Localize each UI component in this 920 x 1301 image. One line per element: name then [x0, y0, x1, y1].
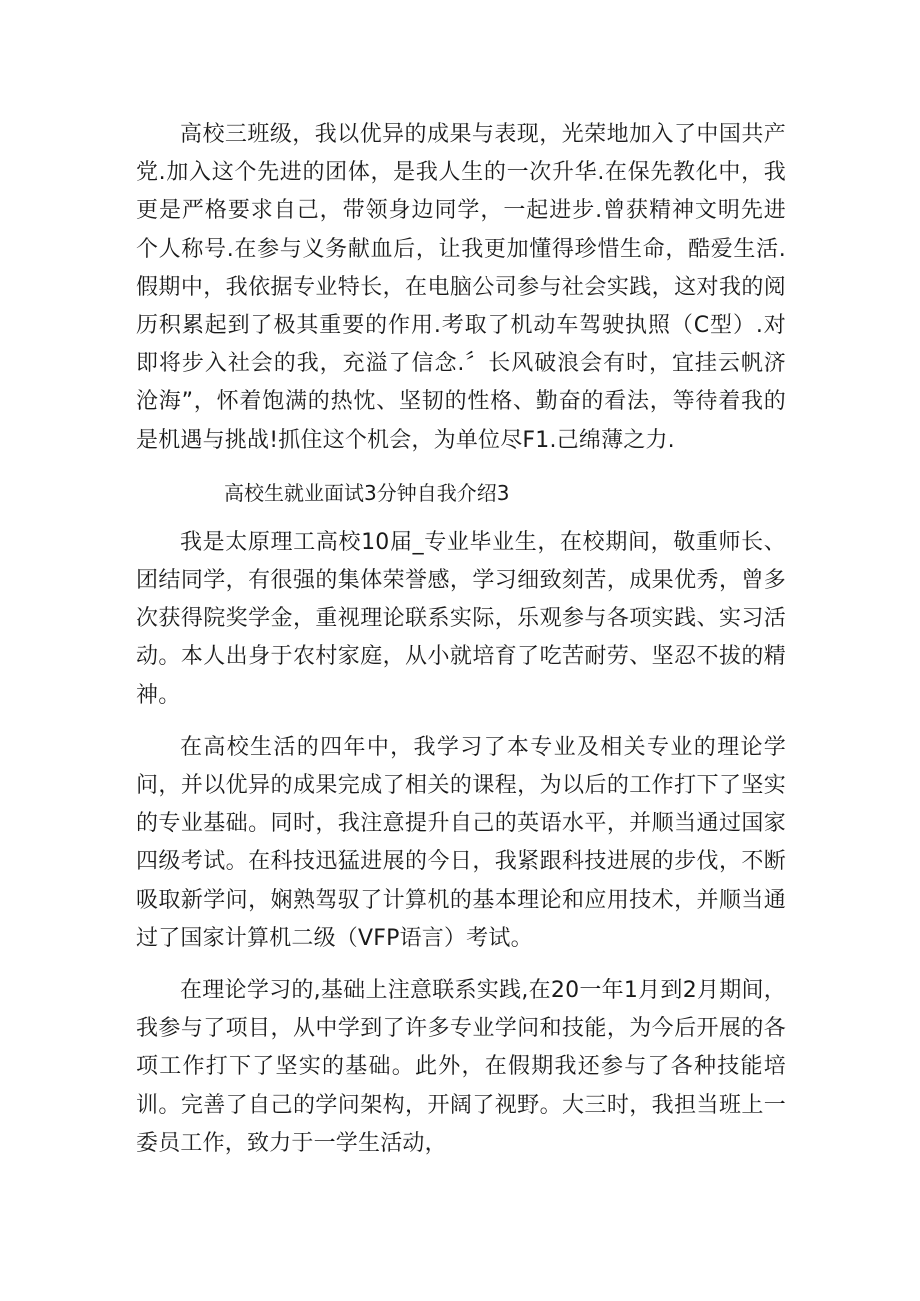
section-heading: 高校生就业面试3分钟自我介绍3 — [224, 480, 510, 505]
paragraph-practice-experience: 在理论学习的,基础上注意联系实践,在20一年1月到2月期间，我参与了项目，从中学到了许多专业学问和技能，为今后开展的各项工作打下了坚实的基础。此外，在假期我还参与了各种技能培训。完善了自己的学问架构，开阔了视野。大三时，我担当班上一委员工作，致力于一学生活动， — [136, 978, 786, 1156]
paragraph-graduate-intro: 我是太原理工高校10届_专业毕业生，在校期间，敬重师长、团结同学，有很强的集体荣誉感，学习细致刻苦，成果优秀，曾多次获得院奖学金，重视理论联系实际，乐观参与各项实践、实习活动。本人出身于农村家庭，从小就培育了吃苦耐劳、坚忍不拔的精神。 — [136, 529, 786, 708]
paragraph-party-membership: 高校三班级，我以优异的成果与表现，光荣地加入了中国共产党.加入这个先进的团体，是我人生的一次升华.在保先教化中，我更是严格要求自己，带领身边同学，一起进步.曾获精神文明先进个人称号.在参与义务献血后，让我更加懂得珍惜生命，酷爱生活.假期中，我依据专业特长，在电脑公司参与社会实践，这对我的阅历积累起到了极其重要的作用.考取了机动车驾驶执照（C型）.对即将步入社会的我，充溢了信念.〞长风破浪会有时，宜挂云帆济沧海”，怀着饱满的热忱、坚韧的性格、勤奋的看法，等待着我的是机遇与挑战!抓住这个机会，为单位尽F1.己绵薄之力. — [136, 122, 786, 453]
paragraph-university-study: 在高校生活的四年中，我学习了本专业及相关专业的理论学问，并以优异的成果完成了相关的课程，为以后的工作打下了坚实的专业基础。同时，我注意提升自己的英语水平，并顺当通过国家四级考试。在科技迅猛进展的今日，我紧跟科技进展的步伐，不断吸取新学问，娴熟驾驭了计算机的基本理论和应用技术，并顺当通过了国家计算机二级（VFP语言）考试。 — [136, 734, 786, 951]
